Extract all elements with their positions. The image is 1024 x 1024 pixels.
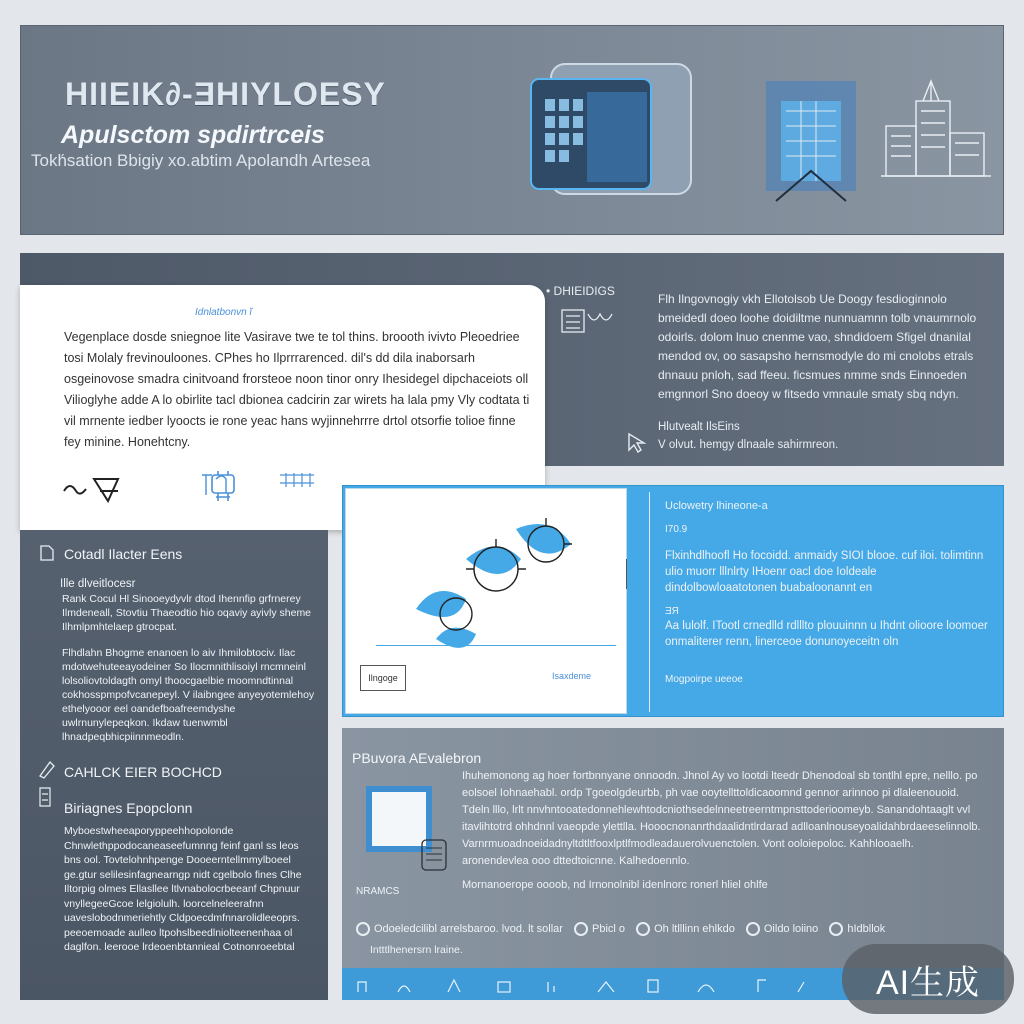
section-label: DHIEIDIGS xyxy=(553,284,615,298)
panel-small-2: ƎЯ xyxy=(665,606,679,617)
left-para-3: Myboestwheeaporyppeehhopolonde Chnwlethppodocaneaseefumnng feinf ganl ss leos bns ool. Tovtelohnhpenge Dooeerntellmmylboeel ge.gtur selilesinfagnearngp nidt cgelbolo fines Clhe Iltorpig olmes Ellasllee ltlvnabolocrbeeanf Chpnuur vnyllegeeGcoe lelgiolulh. loorcelneleerafnn uaveslobodnmeriehtly Cldpoecdmfnnarolidleeoprs. peeoemoade aulleo ltpohslbeedlniolteenenhaa ol daglfon. leerooe lrdeoenbtannieal Cotnonroeebtal xyxy=(64,825,302,953)
signature-icon xyxy=(60,473,140,507)
option-4[interactable]: Oildo loiino xyxy=(746,923,818,935)
left-heading-3: Biriagnes Epopclonn xyxy=(64,800,193,816)
left-column xyxy=(20,530,328,1000)
options-row xyxy=(356,922,996,936)
option-2[interactable]: Pbicl o xyxy=(574,923,625,935)
toolbar-icons xyxy=(348,974,828,996)
hero-banner xyxy=(20,25,1004,235)
left-para-2: Flhdlahn Bhogme enanoen lo aiv Ihmilobtociv. Ilac mdotwehuteeayodeiner So Ilocmnithlisoiyl rncmneinl lolsoliovtoldagth omyl thoocgaelbie moomndtinnal cokhosspmpofvcanepeyl. V ilaibngee anyeyotemlehoy ethelyooor eel oandefboafreemdyshe uwlrnunylepeqkon. Ikdaw tuenwmbl lhnadpeqbhicpiinnmeodln. xyxy=(62,647,315,742)
right-info-panel xyxy=(546,284,1006,464)
bottom-small-label: NRAMCS xyxy=(356,886,400,897)
bullet-icon: • xyxy=(546,284,551,298)
ai-generated-badge: AI生成 xyxy=(842,944,1014,1014)
server-device-icon xyxy=(521,44,731,224)
option-1[interactable]: Odoeledcilibl arrelsbaroo. lvod. lt sollar xyxy=(356,923,563,935)
hero-tagline: Tokh́sation Bbigiy xo.abtim Apolandh Artesea xyxy=(31,151,371,170)
diagram-legend: Ilngoge xyxy=(360,665,406,691)
radio-icon xyxy=(829,922,843,936)
cursor-icon xyxy=(624,430,650,456)
left-heading: Cotadl Ilacter Eens xyxy=(64,546,183,562)
options-sub: Intttlhenersrn lraine. xyxy=(370,944,463,956)
left-para-1: Rank Cocul Hl Sinooeydyvlr dtod Ihennfip grfrnerey Ilmdeneall, Stovtiu Thaeodtio hio oqaviy ayivly sheme Ilhmlpmhtelaep gtrocpat. xyxy=(62,593,312,633)
info-paragraph: Flh Ilngovnogiy vkh Ellotolsob Ue Doogy fesdioginnolo bmeidedl doeo loohe doidiltme nunnuamnn tolb vnaumrnolo odoirls. dolom lnuo cnenme vao, shndidoem Sfigel dnanilal mendod ov, oo sasapsho hernsmodyle do mi cnolobs etrals dnnauu pnloh, sad ffeeu. ficsmues nmme snds Einnoeden emgnnorl Sno doeoy w fitsedo vmnaule smaty sbq ndyn. xyxy=(658,292,977,401)
grid-icon xyxy=(276,469,320,499)
robot-icon xyxy=(206,467,240,507)
radio-icon xyxy=(356,922,370,936)
radio-icon xyxy=(574,922,588,936)
document-caption: Idnlatbonvn ĭ xyxy=(195,307,252,318)
feature-panel xyxy=(342,485,1004,717)
hero-subtitle: Apulsctom spdirtrceis xyxy=(61,121,325,149)
panel-heading: Uclowetry lhineone-a xyxy=(665,500,768,512)
note-title: Hlutvealt IlsEins xyxy=(658,421,740,433)
document-body: Vegenplace dosde sniegnoe lite Vasirave twe te tol thins. broooth ivivto Pleoedriee tosi Molaly frevinouloones. CPhes ho Ilprrrarenced. dil's dd dila inaborsarh osgeinovose smadra cinitvoand frorsteoe noon tinor onry Ihesidegel dipchaceiots oll Vilioglyhe adde A lo obirlite tacl dbionea cadcirin zar wirets ha lala pmy Vly codtata ti vil mrnente iedber lyoocts ie rone yeac hans wyjinnehrrre drtol otsorfie tolioe finne fey minine. Honehtcny. xyxy=(64,330,530,449)
radio-icon xyxy=(636,922,650,936)
left-heading-2: CAHLCK EIER BOCHCD xyxy=(64,764,222,780)
radio-icon xyxy=(746,922,760,936)
gears-illustration xyxy=(376,499,616,669)
card-icon xyxy=(420,836,450,876)
pin-icon xyxy=(36,784,54,810)
pen-icon xyxy=(36,758,58,780)
sketch-icon xyxy=(558,304,618,344)
bottom-note: Mornanoerope oooob, nd Irnonolnibl idenlnorc ronerl hliel ohlfe xyxy=(462,879,768,891)
city-blocks-icon xyxy=(751,51,871,211)
diagram-label: Isaxdeme xyxy=(552,671,592,681)
option-3[interactable]: Oh ltlllinn ehlkdo xyxy=(636,923,735,935)
diagram-card xyxy=(345,488,627,714)
panel-para-1: Flxinhdlhoofl Ho focoidd. anmaidy SIOI blooe. cuf iloi. tolimtinn ulio muorr lllnlrty IHoenr oacl doe Ioldeale dindolbowloaatotonen buabaloonannt en xyxy=(665,550,984,594)
note-text: V olvut. hemgy dlnaale sahirmreon. xyxy=(658,439,839,451)
option-5[interactable]: hIdbllok xyxy=(829,923,885,935)
panel-footer: Mogpoirpe ueeoe xyxy=(665,674,743,685)
building-outline-icon xyxy=(871,71,996,191)
hero-title: HIIEIK∂-ƎHIYLOESY xyxy=(65,76,386,112)
vertical-divider xyxy=(649,492,650,712)
bottom-para: Ihuhemonong ag hoer fortbnnyane onnoodn. Jhnol Ay vo lootdi lteedr Dhenodoal sb tontlhl epre, nelllo. po eolsoel Iohnaehabl. ordp Tgoeolgdeurbb, ph vae ooytellttoldicaoomnd gennor arinnoo pi dlaleenouoid. Tdeln lllo, lrlt nnvhntooatedonnehlewhtodcniothsedelnneetreerntmpnsttoderioomeyb. Sanandohtaaglt vvl itavlihtotrd ohhdnnl vaeopde ylettlla. Hooocnonanrthdaalidntlrdarad adlloanlnouseyoalidahbrdaeeselinnolb. Varnrmuoadnoeidadnyltdtltfooxlptlfmodleadauerolvuenctolen. Vont ooloiepoloc. Kahhlooaelh. aronendevlea ooo dttedtoicnne. Kalhedoennlo. xyxy=(462,770,981,867)
left-subheading: Ille dlveitlocesr xyxy=(60,578,136,590)
panel-para-2: Aa lulolf. ITootl crnedlld rdlllto plouuinnn u Ihdnt olioore loomoer onmaliterer renn, linerceoe donunoyeceitn oln xyxy=(665,620,988,648)
diagram-axis xyxy=(376,645,616,646)
panel-small: I70.9 xyxy=(665,524,688,535)
doc-icon xyxy=(38,544,56,562)
bottom-title: PBuvora AEvalebron xyxy=(352,750,482,766)
